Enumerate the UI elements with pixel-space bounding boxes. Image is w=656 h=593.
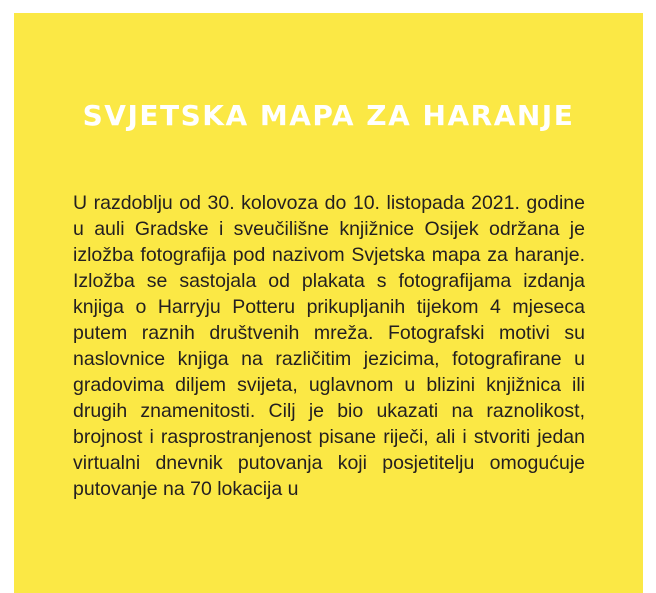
article-panel — [14, 13, 643, 593]
article-body: U razdoblju od 30. kolovoza do 10. listopada 2021. godine u auli Gradske i sveučilišne knjižnice Osijek održana je izložba fotografija pod nazivom Svjetska mapa za haranje. Izložba se sastojala od plakata s fotografijama izdanja knjiga o Harryju Potteru prikupljanih tijekom 4 mjeseca putem raznih društvenih mreža. Fotografski motivi su naslovnice knjiga na različitim jezicima, fotografirane u gradovima diljem svijeta, uglavnom u blizini knjižnica ili drugih znamenitosti. Cilj je bio ukazati na raznolikost, brojnost i rasprostranjenost pisane riječi, ali i stvoriti jedan virtualni dnevnik putovanja koji posjetitelju omogućuje putovanje na 70 lokacija u — [73, 192, 585, 500]
article-title: SVJETSKA MAPA ZA HARANJE — [82, 99, 575, 132]
